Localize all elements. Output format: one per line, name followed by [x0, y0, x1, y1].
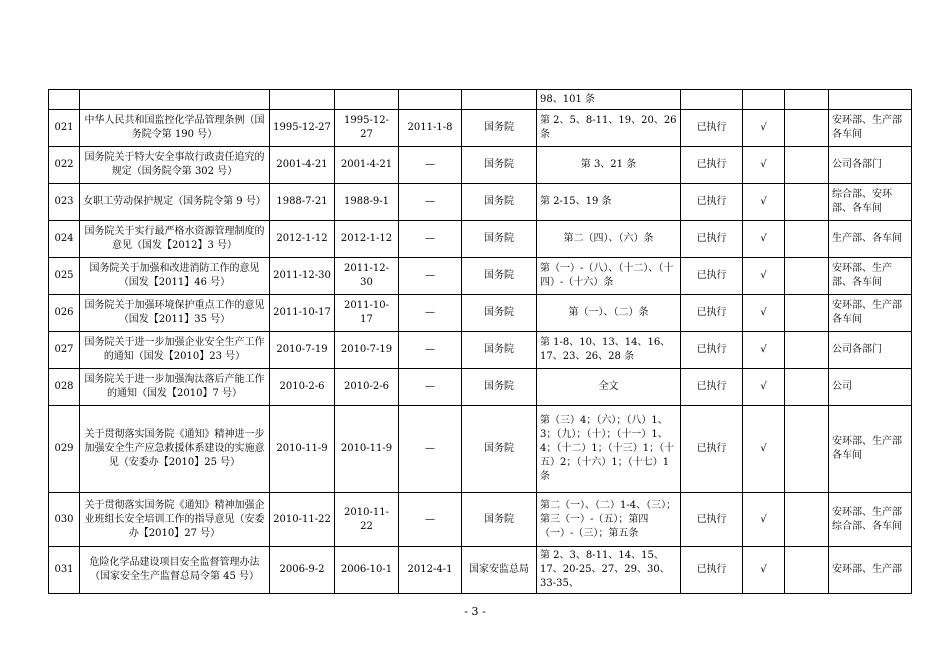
department-cell: 公司各部门: [829, 332, 912, 369]
department-cell: 安环部、生产部综合部、各车间: [829, 493, 912, 547]
revised-date-cell: 2011-1-8: [399, 110, 462, 147]
issuer-cell: 国务院: [462, 406, 537, 493]
cell-blank: [743, 90, 785, 110]
clause-cell: 第二（一）、（二）1-4、（三）；第三（一）-（五）；第四（一）-（三）；第五条: [537, 493, 681, 547]
revised-date-cell: —: [399, 493, 462, 547]
table-row: [49, 221, 912, 258]
check-mark-cell: √: [743, 110, 785, 147]
page-number: - 3 -: [464, 605, 486, 618]
index-cell: 025: [49, 258, 80, 295]
name-cell: 国务院关于加强和改进消防工作的意见（国发【2011】46 号）: [80, 258, 270, 295]
publish-date-cell: 2006-9-2: [270, 547, 335, 594]
table-row: [49, 184, 912, 221]
clause-cell: 第 2、3、8-11、14、15、17、20-25、27、29、30、33-35、: [537, 547, 681, 594]
blank-cell: [785, 369, 829, 406]
table-row: [49, 110, 912, 147]
check-mark-cell: √: [743, 406, 785, 493]
clause-cell: 全文: [537, 369, 681, 406]
publish-date-cell: 2010-11-22: [270, 493, 335, 547]
blank-cell: [785, 406, 829, 493]
blank-cell: [785, 547, 829, 594]
blank-cell: [785, 258, 829, 295]
revised-date-cell: —: [399, 221, 462, 258]
issuer-cell: 国务院: [462, 369, 537, 406]
effective-date-cell: 2001-4-21: [335, 147, 399, 184]
department-cell: 生产部、各车间: [829, 221, 912, 258]
status-cell: 已执行: [681, 258, 743, 295]
status-cell: 已执行: [681, 295, 743, 332]
status-cell: 已执行: [681, 221, 743, 258]
revised-date-cell: 2012-4-1: [399, 547, 462, 594]
index-cell: 031: [49, 547, 80, 594]
status-cell: 已执行: [681, 110, 743, 147]
cell-blank: [462, 90, 537, 110]
publish-date-cell: 2010-2-6: [270, 369, 335, 406]
department-cell: 综合部、安环部、各车间: [829, 184, 912, 221]
effective-date-cell: 2011-12-30: [335, 258, 399, 295]
clause-cell: 第（一）-（八）、（十二）、（十四）-（十六）条: [537, 258, 681, 295]
effective-date-cell: 1995-12-27: [335, 110, 399, 147]
department-cell: 安环部、生产部: [829, 547, 912, 594]
name-cell: 国务院关于进一步加强淘汰落后产能工作的通知（国发【2010】7 号）: [80, 369, 270, 406]
status-cell: 已执行: [681, 406, 743, 493]
blank-cell: [785, 184, 829, 221]
blank-cell: [785, 147, 829, 184]
status-cell: 已执行: [681, 369, 743, 406]
publish-date-cell: 2011-12-30: [270, 258, 335, 295]
index-cell: 030: [49, 493, 80, 547]
index-cell: 028: [49, 369, 80, 406]
issuer-cell: 国务院: [462, 147, 537, 184]
table-row-continuation: [49, 90, 912, 110]
cell-blank: [399, 90, 462, 110]
effective-date-cell: 2010-11-9: [335, 406, 399, 493]
index-cell: 021: [49, 110, 80, 147]
blank-cell: [785, 221, 829, 258]
effective-date-cell: 2010-11-22: [335, 493, 399, 547]
department-cell: 公司: [829, 369, 912, 406]
revised-date-cell: —: [399, 369, 462, 406]
check-mark-cell: √: [743, 295, 785, 332]
cell-blank: [270, 90, 335, 110]
issuer-cell: 国务院: [462, 258, 537, 295]
table-row: [49, 258, 912, 295]
table-row: [49, 493, 912, 547]
clause-cell: 第 2-15、19 条: [537, 184, 681, 221]
clause-cell: 第（一）、（二）条: [537, 295, 681, 332]
clause-cell: 第 1-8、10、13、14、16、17、23、26、28 条: [537, 332, 681, 369]
table-row: [49, 332, 912, 369]
issuer-cell: 国家安监总局: [462, 547, 537, 594]
check-mark-cell: √: [743, 258, 785, 295]
issuer-cell: 国务院: [462, 332, 537, 369]
check-mark-cell: √: [743, 184, 785, 221]
issuer-cell: 国务院: [462, 110, 537, 147]
department-cell: 安环部、生产部各车间: [829, 110, 912, 147]
status-cell: 已执行: [681, 147, 743, 184]
issuer-cell: 国务院: [462, 221, 537, 258]
check-mark-cell: √: [743, 547, 785, 594]
check-mark-cell: √: [743, 369, 785, 406]
revised-date-cell: —: [399, 147, 462, 184]
cell-blank: [785, 90, 829, 110]
department-cell: 公司各部门: [829, 147, 912, 184]
name-cell: 危险化学品建设项目安全监督管理办法（国家安全生产监督总局令第 45 号）: [80, 547, 270, 594]
name-cell: 国务院关于加强环境保护重点工作的意见（国发【2011】35 号）: [80, 295, 270, 332]
effective-date-cell: 2010-7-19: [335, 332, 399, 369]
name-cell: 关于贯彻落实国务院《通知》精神加强企业班组长安全培训工作的指导意见（安委办【2010】27 号）: [80, 493, 270, 547]
publish-date-cell: 2012-1-12: [270, 221, 335, 258]
check-mark-cell: √: [743, 332, 785, 369]
index-cell: 024: [49, 221, 80, 258]
department-cell: 安环部、生产部、各车间: [829, 258, 912, 295]
effective-date-cell: 2011-10-17: [335, 295, 399, 332]
table-row: [49, 295, 912, 332]
publish-date-cell: 2010-11-9: [270, 406, 335, 493]
clause-cell: 第（三）4；（六）；（八）1、3；（九）；（十）；（十一）1、4；（十二）1；（十三）1；（十五）2；（十六）1；（十七）1 条: [537, 406, 681, 493]
publish-date-cell: 1995-12-27: [270, 110, 335, 147]
clause-cell: 第 2、5、8-11、19、20、26 条: [537, 110, 681, 147]
index-cell: 026: [49, 295, 80, 332]
name-cell: 女职工劳动保护规定（国务院令第 9 号）: [80, 184, 270, 221]
blank-cell: [785, 493, 829, 547]
status-cell: 已执行: [681, 332, 743, 369]
publish-date-cell: 2010-7-19: [270, 332, 335, 369]
publish-date-cell: 1988-7-21: [270, 184, 335, 221]
name-cell: 国务院关于实行最严格水资源管理制度的意见（国发【2012】3 号）: [80, 221, 270, 258]
clause-cell: 98、101 条: [537, 90, 681, 110]
index-cell: 022: [49, 147, 80, 184]
cell-blank: [49, 90, 80, 110]
check-mark-cell: √: [743, 493, 785, 547]
table-row: [49, 406, 912, 493]
revised-date-cell: —: [399, 184, 462, 221]
cell-blank: [829, 90, 912, 110]
index-cell: 027: [49, 332, 80, 369]
effective-date-cell: 2010-2-6: [335, 369, 399, 406]
issuer-cell: 国务院: [462, 184, 537, 221]
index-cell: 029: [49, 406, 80, 493]
effective-date-cell: 2006-10-1: [335, 547, 399, 594]
name-cell: 国务院关于特大安全事故行政责任追究的规定（国务院令第 302 号）: [80, 147, 270, 184]
clause-cell: 第 3、21 条: [537, 147, 681, 184]
cell-blank: [80, 90, 270, 110]
blank-cell: [785, 110, 829, 147]
blank-cell: [785, 295, 829, 332]
table-row: [49, 547, 912, 594]
regulation-table: [48, 89, 912, 594]
blank-cell: [785, 332, 829, 369]
table-row: [49, 369, 912, 406]
revised-date-cell: —: [399, 258, 462, 295]
revised-date-cell: —: [399, 295, 462, 332]
status-cell: 已执行: [681, 493, 743, 547]
index-cell: 023: [49, 184, 80, 221]
table-row: [49, 147, 912, 184]
issuer-cell: 国务院: [462, 295, 537, 332]
publish-date-cell: 2011-10-17: [270, 295, 335, 332]
check-mark-cell: √: [743, 221, 785, 258]
name-cell: 中华人民共和国监控化学品管理条例（国务院令第 190 号）: [80, 110, 270, 147]
department-cell: 安环部、生产部各车间: [829, 406, 912, 493]
status-cell: 已执行: [681, 184, 743, 221]
cell-blank: [681, 90, 743, 110]
name-cell: 关于贯彻落实国务院《通知》精神进一步加强安全生产应急救援体系建设的实施意见（安委办【2010】25 号）: [80, 406, 270, 493]
check-mark-cell: √: [743, 147, 785, 184]
department-cell: 安环部、生产部各车间: [829, 295, 912, 332]
publish-date-cell: 2001-4-21: [270, 147, 335, 184]
effective-date-cell: 1988-9-1: [335, 184, 399, 221]
issuer-cell: 国务院: [462, 493, 537, 547]
clause-cell: 第二（四）、（六）条: [537, 221, 681, 258]
cell-blank: [335, 90, 399, 110]
name-cell: 国务院关于进一步加强企业安全生产工作的通知（国发【2010】23 号）: [80, 332, 270, 369]
status-cell: 已执行: [681, 547, 743, 594]
revised-date-cell: —: [399, 406, 462, 493]
effective-date-cell: 2012-1-12: [335, 221, 399, 258]
revised-date-cell: —: [399, 332, 462, 369]
